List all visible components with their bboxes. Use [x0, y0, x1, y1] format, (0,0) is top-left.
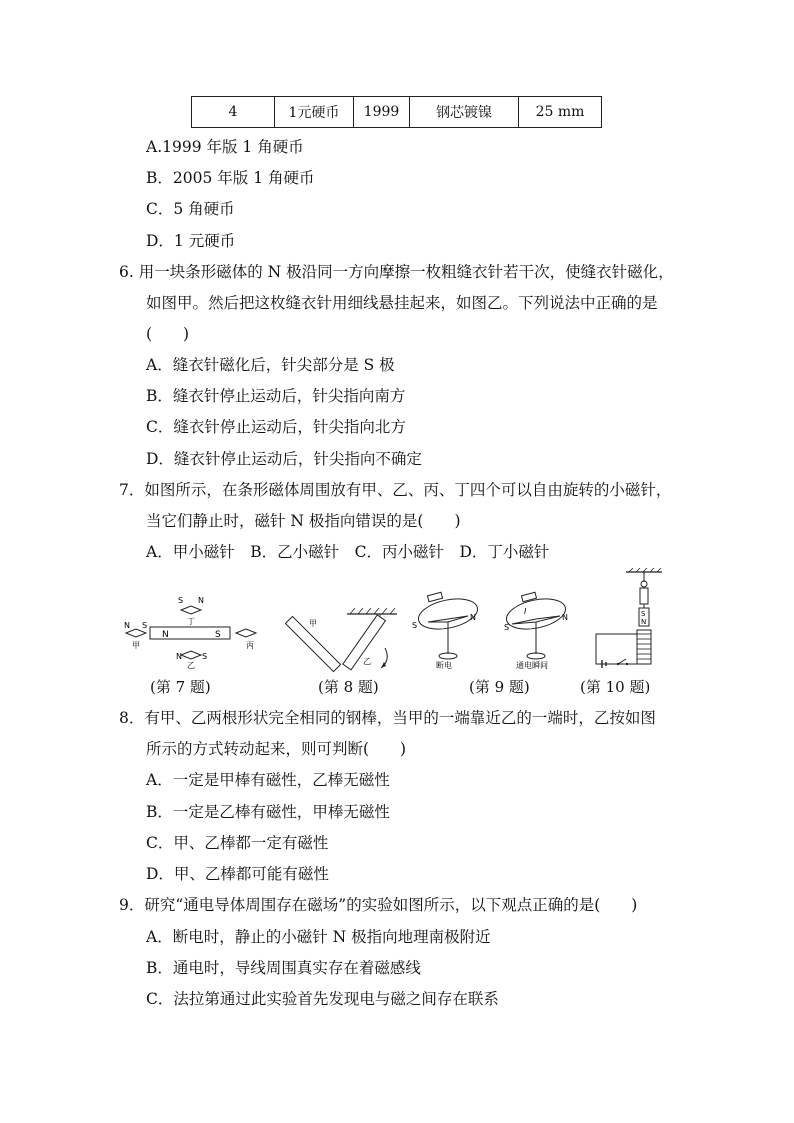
circuit-wire	[596, 634, 637, 664]
q5-option-c: C．5 角硬币	[146, 200, 235, 218]
q5-option-d: D．1 元硬币	[146, 232, 236, 250]
magnet-n-label: N	[162, 630, 169, 640]
figure-7	[118, 592, 278, 674]
needle-yi-n: N	[176, 652, 182, 661]
caption-power-on: 通电瞬间	[516, 661, 548, 670]
q6-answer-blank: ( )	[146, 325, 190, 343]
q7-stem-line2: 当它们静止时，磁针 N 极指向错误的是( )	[146, 512, 461, 530]
q9-option-c: C．法拉第通过此实验首先发现电与磁之间存在联系	[146, 990, 499, 1008]
figure-9	[404, 584, 586, 672]
needle-jia-s: S	[142, 621, 148, 630]
q9-stem: 9．研究“通电导体周围存在磁场”的实验如图所示，以下观点正确的是( )	[119, 896, 638, 914]
table-cell: 4	[192, 97, 275, 128]
q9-option-a: A．断电时，静止的小磁针 N 极指向地理南极附近	[146, 928, 491, 946]
needle-off-n: N	[470, 613, 476, 622]
table-cell: 钢芯镀镍	[410, 97, 519, 128]
q6-option-c: C．缝衣针停止运动后，针尖指向北方	[146, 418, 406, 436]
needle-yi-s: S	[202, 652, 208, 661]
magnet-s: S	[641, 610, 646, 618]
table-cell: 25 mm	[519, 97, 602, 128]
q8-option-c: C．甲、乙棒都一定有磁性	[146, 834, 329, 852]
magnet-s-label: S	[215, 630, 221, 640]
q6-option-b: B．缝衣针停止运动后，针尖指向南方	[146, 387, 406, 405]
needle-yi-label: 乙	[187, 661, 195, 670]
q8-stem-line1: 8．有甲、乙两根形状完全相同的钢棒，当甲的一端靠近乙的一端时，乙按如图	[119, 709, 656, 727]
needle-jia-n: N	[124, 621, 130, 630]
coin-table	[191, 96, 602, 128]
caption-fig-8: (第 8 题)	[318, 678, 379, 696]
needle-yi	[181, 651, 201, 659]
q7-options: A．甲小磁针 B．乙小磁针 C．丙小磁针 D．丁小磁针	[146, 543, 550, 561]
needle-jia-label: 甲	[132, 641, 140, 650]
label-yi: 乙	[363, 657, 371, 666]
needle-bing-label: 丙	[246, 641, 254, 650]
q6-option-d: D．缝衣针停止运动后，针尖指向不确定	[146, 450, 422, 468]
q8-option-d: D．甲、乙棒都可能有磁性	[146, 865, 329, 883]
label-jia: 甲	[309, 619, 317, 628]
needle-ding-n: N	[198, 596, 204, 605]
needle-off	[428, 616, 468, 622]
q9-option-b: B．通电时，导线周围真实存在着磁感线	[146, 959, 421, 977]
table-cell: 1元硬币	[275, 97, 354, 128]
needle-ding	[181, 606, 201, 614]
q5-option-a: A.1999 年版 1 角硬币	[146, 138, 304, 156]
needle-ding-label: 丁	[187, 617, 195, 626]
needle-off-s: S	[412, 621, 418, 630]
q8-option-a: A．一定是甲棒有磁性，乙棒无磁性	[146, 771, 390, 789]
needle-ding-s: S	[178, 596, 184, 605]
needle-on-s: S	[504, 623, 510, 632]
caption-fig-9: (第 9 题)	[469, 678, 530, 696]
q8-option-b: B．一定是乙棒有磁性，甲棒无磁性	[146, 803, 390, 821]
figure-8	[285, 600, 405, 672]
q6-stem-line2: 如图甲。然后把这枚缝衣针用细线悬挂起来，如图乙。下列说法中正确的是	[146, 294, 658, 312]
needle-jia	[126, 629, 146, 637]
figure-10	[590, 568, 670, 674]
caption-power-off: 断电	[436, 661, 452, 670]
q8-stem-line2: 所示的方式转动起来，则可判断( )	[146, 740, 407, 758]
table-row	[192, 97, 602, 128]
caption-fig-10: (第 10 题)	[580, 678, 651, 696]
q6-stem-line1: 6. 用一块条形磁体的 N 极沿同一方向摩擦一枚粗缝衣针若干次，使缝衣针磁化，	[119, 263, 674, 281]
magnet-n: N	[641, 618, 647, 626]
switch	[618, 659, 626, 664]
spring-scale	[640, 588, 648, 604]
q7-stem-line1: 7．如图所示，在条形磁体周围放有甲、乙、丙、丁四个可以自由旋转的小磁针，	[119, 481, 672, 499]
needle-bing	[236, 629, 256, 637]
q5-option-b: B．2005 年版 1 角硬币	[146, 169, 315, 187]
table-cell: 1999	[354, 97, 410, 128]
needle-on-n: N	[562, 613, 568, 622]
current-label: I	[524, 607, 527, 616]
caption-fig-7: (第 7 题)	[150, 678, 211, 696]
q6-option-a: A．缝衣针磁化后，针尖部分是 S 极	[146, 356, 395, 374]
